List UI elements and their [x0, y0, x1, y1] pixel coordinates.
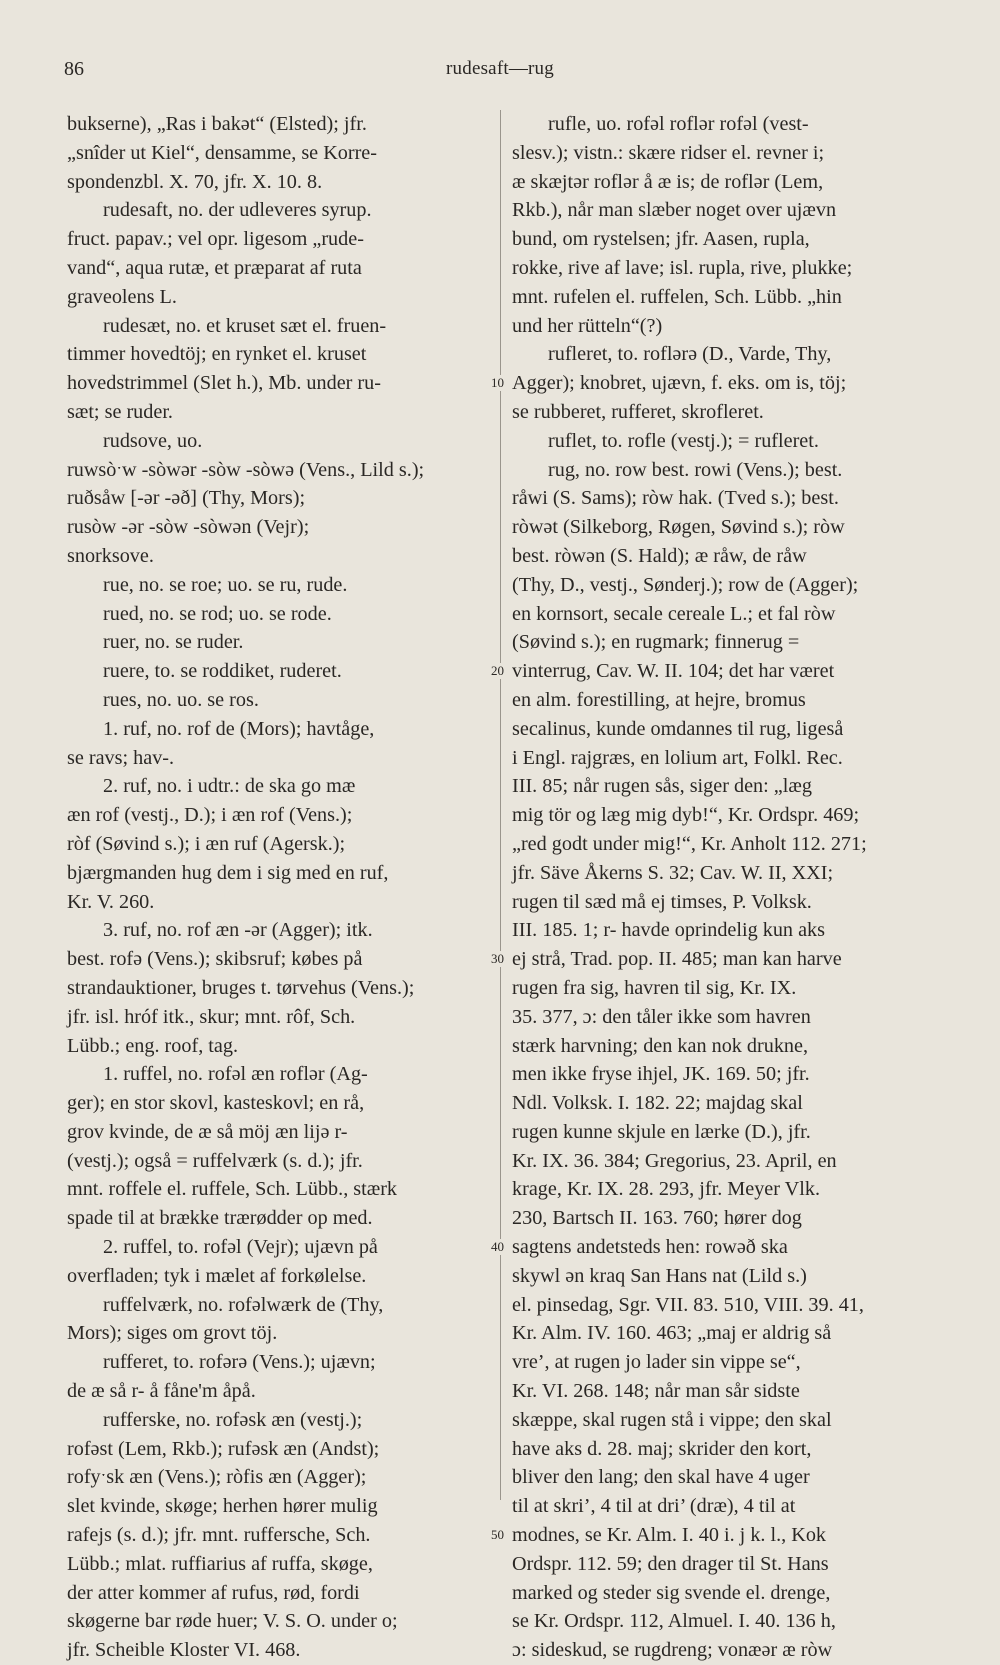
text-line: ruer, no. se ruder.: [103, 631, 244, 654]
text-line: slesv.); vistn.: skære ridser el. revner i;: [512, 141, 825, 164]
line-number: 20: [491, 663, 504, 679]
text-line: (Søvind s.); en rugmark; finnerug =: [512, 631, 800, 654]
column-divider: [500, 110, 501, 1500]
text-line: Mors); siges om grovt töj.: [67, 1322, 278, 1345]
text-line: ruffelværk, no. rofəlwærk de (Thy,: [103, 1293, 384, 1316]
text-line: mnt. rufelen el. ruffelen, Sch. Lübb. „hin: [512, 285, 842, 308]
text-line: ruðsåw [-ər -əð] (Thy, Mors);: [67, 487, 306, 510]
text-line: rafejs (s. d.); jfr. mnt. ruffersche, Sch.: [67, 1524, 371, 1547]
text-line: III. 85; når rugen sås, siger den: „læg: [512, 775, 812, 798]
text-line: (Thy, D., vestj., Sønderj.); row de (Agger);: [512, 573, 859, 596]
right-column: [512, 110, 944, 1665]
text-line: Ordspr. 112. 59; den drager til St. Hans: [512, 1552, 829, 1575]
text-line: 1. ruffel, no. rofəl æn roflər (Ag-: [103, 1063, 368, 1086]
text-line: 2. ruffel, to. rofəl (Vejr); ujævn på: [103, 1236, 378, 1259]
text-line: Lübb.; mlat. ruffiarius af ruffa, skøge,: [67, 1552, 373, 1575]
page-header: [0, 58, 1000, 88]
text-line: 1. ruf, no. rof de (Mors); havtåge,: [103, 717, 375, 740]
text-line: men ikke fryse ihjel, JK. 169. 50; jfr.: [512, 1063, 810, 1086]
text-line: der atter kommer af rufus, rød, fordi: [67, 1581, 360, 1604]
line-number: 50: [491, 1527, 504, 1543]
text-line: se rubberet, rufferet, skrofleret.: [512, 400, 764, 423]
text-line: „red godt under mig!“, Kr. Anholt 112. 271;: [512, 832, 867, 855]
text-line: rusòw -ər -sòw -sòwən (Vejr);: [67, 516, 310, 539]
text-line: Lübb.; eng. roof, tag.: [67, 1034, 238, 1057]
text-line: skæppe, skal rugen stå i vippe; den skal: [512, 1408, 832, 1431]
text-line: rugen fra sig, havren til sig, Kr. IX.: [512, 976, 797, 999]
text-line: rufferet, to. rofərə (Vens.); ujævn;: [103, 1351, 376, 1374]
text-line: rues, no. uo. se ros.: [103, 688, 259, 711]
text-line: hovedstrimmel (Slet h.), Mb. under ru-: [67, 372, 381, 395]
text-line: bukserne), „Ras i bakət“ (Elsted); jfr.: [67, 113, 367, 135]
text-line: rue, no. se roe; uo. se ru, rude.: [103, 573, 348, 596]
text-line: til at skri’, 4 til at dri’ (dræ), 4 til at: [512, 1495, 796, 1518]
text-line: jfr. Säve Åkerns S. 32; Cav. W. II, XXI;: [512, 861, 834, 884]
text-line: grov kvinde, de æ så möj æn lijə r-: [67, 1120, 348, 1143]
text-line: ger); en stor skovl, kasteskovl; en rå,: [67, 1092, 365, 1115]
text-line: strandauktioner, bruges t. tørvehus (Vens.);: [67, 976, 415, 999]
text-line: rofəst (Lem, Rkb.); rufəsk æn (Andst);: [67, 1437, 380, 1460]
text-line: sæt; se ruder.: [67, 400, 173, 423]
text-line: have aks d. 28. maj; skrider den kort,: [512, 1437, 812, 1460]
text-line: en kornsort, secale cereale L.; et fal ròw: [512, 602, 836, 625]
text-line: sagtens andetsteds hen: rowəð ska: [512, 1236, 788, 1259]
text-line: 230, Bartsch II. 163. 760; hører dog: [512, 1207, 802, 1230]
text-line: „snîder ut Kiel“, densamme, se Korre-: [67, 141, 377, 164]
page-number: 86: [64, 58, 84, 80]
left-column: [67, 110, 505, 1665]
text-line: bliver den lang; den skal have 4 uger: [512, 1466, 810, 1489]
text-line: rugen kunne skjule en lærke (D.), jfr.: [512, 1120, 811, 1143]
text-line: stærk harvning; den kan nok drukne,: [512, 1034, 809, 1057]
text-line: rudesæt, no. et kruset sæt el. fruen-: [103, 314, 387, 337]
text-line: graveolens L.: [67, 285, 177, 308]
text-line: Ndl. Volksk. I. 182. 22; majdag skal: [512, 1092, 803, 1115]
text-line: rued, no. se rod; uo. se rode.: [103, 602, 332, 625]
text-line: bund, om rystelsen; jfr. Aasen, rupla,: [512, 228, 810, 251]
text-line: rugen til sæd må ej timses, P. Volksk.: [512, 890, 812, 913]
text-line: en alm. forestilling, at hejre, bromus: [512, 688, 806, 711]
text-line: Agger); knobret, ujævn, f. eks. om is, töj;: [512, 372, 847, 395]
text-line: bjærgmanden hug dem i sig med en ruf,: [67, 861, 389, 884]
line-number: 30: [491, 951, 504, 967]
text-line: Kr. V. 260.: [67, 890, 155, 913]
text-line: se Kr. Ordspr. 112, Almuel. I. 40. 136 h,: [512, 1610, 836, 1633]
text-line: ròwət (Silkeborg, Røgen, Søvind s.); ròw: [512, 516, 845, 539]
text-line: rokke, rive af lave; isl. rupla, rive, plukke;: [512, 256, 853, 279]
text-line: krage, Kr. IX. 28. 293, jfr. Meyer Vlk.: [512, 1178, 820, 1201]
text-line: de æ så r- å fåne'm åpå.: [67, 1380, 256, 1403]
text-line: 35. 377, ɔ: den tåler ikke som havren: [512, 1005, 811, 1028]
text-line: rufferske, no. rofəsk æn (vestj.);: [103, 1408, 363, 1431]
text-line: æ skæjtər roflər å æ is; de roflər (Lem,: [512, 170, 824, 193]
text-line: skøgerne bar røde huer; V. S. O. under o;: [67, 1610, 398, 1633]
text-line: rufle, uo. rofəl roflər rofəl (vest-: [548, 113, 809, 135]
text-line: overfladen; tyk i mælet af forkølelse.: [67, 1264, 367, 1287]
text-line: 3. ruf, no. rof æn -ər (Agger); itk.: [103, 919, 373, 942]
text-line: timmer hovedtöj; en rynket el. kruset: [67, 343, 367, 366]
running-head: rudesaft—rug: [446, 58, 554, 79]
text-line: rufleret, to. roflərə (D., Varde, Thy,: [548, 343, 832, 366]
text-line: spondenzbl. X. 70, jfr. X. 10. 8.: [67, 170, 323, 193]
text-line: ej strå, Trad. pop. II. 485; man kan harve: [512, 948, 842, 971]
text-line: mig tör og læg mig dyb!“, Kr. Ordspr. 469;: [512, 804, 860, 827]
text-line: vinterrug, Cav. W. II. 104; det har været: [512, 660, 835, 683]
text-line: skywl ən kraq San Hans nat (Lild s.): [512, 1264, 807, 1287]
text-line: jfr. Scheible Kloster VI. 468.: [67, 1639, 301, 1662]
text-line: mnt. roffele el. ruffele, Sch. Lübb., stærk: [67, 1178, 398, 1201]
text-line: rug, no. row best. rowi (Vens.); best.: [548, 458, 843, 481]
text-line: slet kvinde, skøge; herhen hører mulig: [67, 1495, 378, 1518]
text-line: ròf (Søvind s.); i æn ruf (Agersk.);: [67, 832, 346, 855]
text-line: secalinus, kunde omdannes til rug, ligeså: [512, 717, 844, 740]
text-line: vand“, aqua rutæ, et præparat af ruta: [67, 256, 362, 279]
text-line: best. ròwən (S. Hald); æ råw, de råw: [512, 544, 807, 567]
text-line: Kr. VI. 268. 148; når man sår sidste: [512, 1380, 800, 1403]
text-line: el. pinsedag, Sgr. VII. 83. 510, VIII. 39. 41,: [512, 1293, 864, 1316]
text-line: best. rofə (Vens.); skibsruf; købes på: [67, 948, 363, 971]
text-line: snorksove.: [67, 544, 154, 567]
text-line: marked og steder sig svende el. drenge,: [512, 1581, 831, 1604]
text-line: spade til at brække trærødder op med.: [67, 1207, 373, 1230]
text-line: 2. ruf, no. i udtr.: de ska go mæ: [103, 775, 356, 798]
text-line: ɔ: sideskud, se rugdreng; vonæər æ ròw: [512, 1639, 833, 1662]
text-line: æn rof (vestj., D.); i æn rof (Vens.);: [67, 804, 353, 827]
text-line: jfr. isl. hróf itk., skur; mnt. rôf, Sch.: [67, 1005, 356, 1028]
text-line: Kr. IX. 36. 384; Gregorius, 23. April, en: [512, 1149, 837, 1172]
text-line: III. 185. 1; r- havde oprindelig kun aks: [512, 919, 825, 942]
text-line: fruct. papav.; vel opr. ligesom „rude-: [67, 228, 364, 251]
text-line: rudesaft, no. der udleveres syrup.: [103, 199, 372, 222]
text-line: und her rütteln“(?): [512, 314, 663, 337]
text-line: modnes, se Kr. Alm. I. 40 i. j k. l., Kok: [512, 1524, 827, 1547]
text-line: Kr. Alm. IV. 160. 463; „maj er aldrig så: [512, 1322, 832, 1345]
text-line: ruere, to. se roddiket, ruderet.: [103, 660, 342, 683]
text-line: (vestj.); også = ruffelværk (s. d.); jfr.: [67, 1149, 363, 1172]
text-line: råwi (S. Sams); ròw hak. (Tved s.); best.: [512, 487, 839, 510]
text-line: vre’, at rugen jo lader sin vippe se“,: [512, 1351, 801, 1374]
line-number: 40: [491, 1239, 504, 1255]
text-line: rudsove, uo.: [103, 429, 203, 452]
text-line: ruflet, to. rofle (vestj.); = rufleret.: [548, 429, 819, 452]
text-line: Rkb.), når man slæber noget over ujævn: [512, 199, 837, 222]
text-line: i Engl. rajgræs, en lolium art, Folkl. Rec.: [512, 746, 843, 769]
line-number: 10: [491, 375, 504, 391]
text-line: se ravs; hav-.: [67, 746, 175, 769]
text-line: rofyˑsk æn (Vens.); ròfis æn (Agger);: [67, 1466, 367, 1489]
text-line: ruwsòˑw -sòwər -sòw -sòwə (Vens., Lild s.);: [67, 458, 425, 481]
